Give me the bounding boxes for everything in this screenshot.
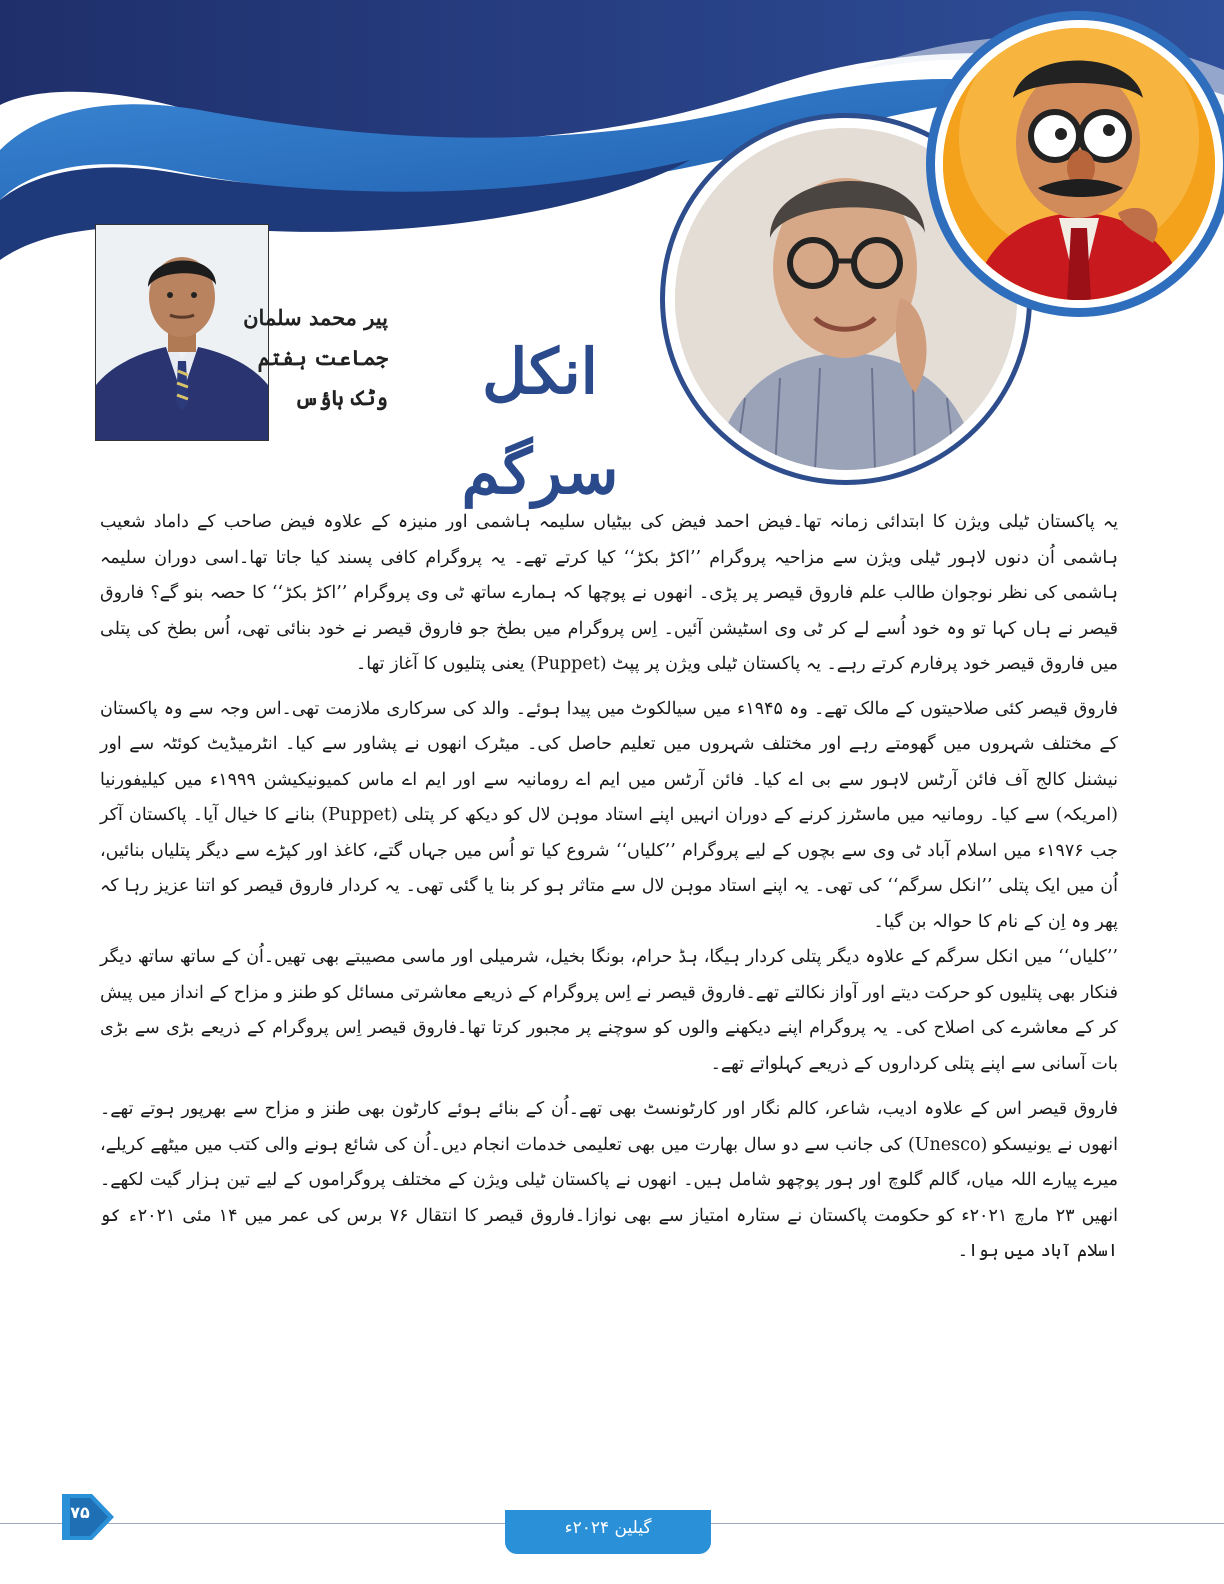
article-paragraph: یہ پاکستان ٹیلی ویژن کا ابتدائی زمانہ تھا۔فیض احمد فیض کی بیٹیاں سلیمہ ہاشمی اور منیزہ کے علاوہ فیض صاحب کے داماد شعیب ہاشمی اُن دنوں لاہور ٹیلی ویژن سے مزاحیہ پروگرام ’’اکڑ بکڑ‘‘ کیا کرتے تھے۔ یہ پروگرام کافی پسند کیا جاتا تھا۔اسی دوران سلیمہ ہاشمی کی نظر نوجوان طالب علم فاروق قیصر پر پڑی۔ انھوں نے پوچھا کہ ہمارے ساتھ ٹی وی پروگرام ’’اکڑ بکڑ‘‘ کا حصہ بنو گے؟ فاروق قیصر نے ہاں کہا تو وہ خود اُسے لے کر ٹی وی اسٹیشن آئیں۔ اِس پروگرام میں بطخ جو فاروق قیصر نے خود بنائی تھی، اُس بطخ کی پتلی میں فاروق قیصر خود پرفارم کرتے رہے۔ یہ پاکستان ٹیلی ویژن پر پپٹ (Puppet) یعنی پتلیوں کا آغاز تھا۔ (100, 512, 1118, 674)
author-byline (243, 298, 388, 418)
article-paragraph: فاروق قیصر کئی صلاحیتوں کے مالک تھے۔ وہ ۱۹۴۵ء میں سیالکوٹ میں پیدا ہوئے۔ والد کی سرکاری ملازمت تھی۔اس وجہ سے وہ پاکستان کے مختلف شہروں میں گھومتے رہے اور مختلف شہروں میں تعلیم حاصل کی۔ میٹرک انھوں نے پشاور سے کیا۔ انٹرمیڈیٹ کوئٹہ سے اور نیشنل کالج آف فائن آرٹس لاہور سے بی اے کیا۔ فائن آرٹس میں ایم اے رومانیہ سے اور ایم اے ماس کمیونیکیشن ۱۹۹۹ء میں کیلیفورنیا (امریکہ) سے کیا۔ رومانیہ میں ماسٹرز کرنے کے دوران انہیں اپنے استاد موہن لال کو دیکھ کر پتلی (Puppet) بنانے کا خیال آیا۔ پاکستان آکر جب ۱۹۷۶ء میں اسلام آباد ٹی وی سے بچوں کے لیے پروگرام ’’کلیاں‘‘ شروع کیا تو اُس میں جہاں گتے، کاغذ اور کپڑے سے دیگر پتلیاں بنائیں، اُن میں ایک پتلی ’’انکل سرگم‘‘ کی تھی۔ یہ اپنے استاد موہن لال سے متاثر ہو کر بنا یا گئی تھی۔ یہ کردار فاروق قیصر کو اتنا عزیز رہا کہ پھر وہ اِن کے نام کا حوالہ بن گیا۔ (100, 698, 1118, 932)
magazine-footer-label: گیلین ۲۰۲۴ء (505, 1510, 711, 1554)
author-class: جماعت ہفتم (257, 345, 388, 370)
article-paragraph: ’’کلیاں‘‘ میں انکل سرگم کے علاوہ دیگر پتلی کردار ہیگا، ہڈ حرام، بونگا بخیل، شرمیلی اور ماسی مصیبتے بھی تھیں۔اُن کے ساتھ ساتھ دیگر فنکار بھی پتلیوں کو حرکت دیتے اور آواز نکالتے تھے۔فاروق قیصر نے اِس پروگرام کے ذریعے معاشرتی مسائل کو طنز و مزاح کے انداز میں پیش کر کے معاشرے کی اصلاح کی۔ یہ پروگرام اپنے دیکھنے والوں کو سوچنے پر مجبور کرتا تھا۔فاروق قیصر اِس پروگرام کے ذریعے بڑی سے بڑی بات آسانی سے اپنے پتلی کرداروں کے ذریعے کہلواتے تھے۔ (100, 947, 1118, 1074)
author-house: وٹک ہاؤس (294, 385, 388, 410)
article-paragraph: فاروق قیصر اس کے علاوہ ادیب، شاعر، کالم نگار اور کارٹونسٹ بھی تھے۔اُن کے بنائے ہوئے کارٹون بھی طنز و مزاح سے بھرپور ہوتے تھے۔ انھوں نے یونیسکو (Unesco) کی جانب سے دو سال بھارت میں بھی تعلیمی خدمات انجام دیں۔اُن کی شائع ہونے والی کتب میں میٹھے کریلے، میرے پیارے اللہ میاں، گالم گلوچ اور ہور پوچھو شامل ہیں۔ انھوں نے پاکستان ٹیلی ویژن کے مختلف پروگراموں کے لیے تین ہزار گیت لکھے۔ انھیں ۲۳ مارچ ۲۰۲۱ء کو حکومت پاکستان نے ستارہ امتیاز سے بھی نوازا۔فاروق قیصر کا انتقال ۷۶ برس کی عمر میں ۱۴ مئی ۲۰۲۱ء کو اسلام آباد میں ہوا۔ (100, 1099, 1118, 1261)
article-title: انکل سرگم (461, 335, 619, 508)
author-name: پیر محمد سلمان (243, 305, 388, 330)
uncle-sargam-puppet-illustration (935, 20, 1223, 308)
article-body (100, 505, 1118, 1270)
page-number: ۷۵ (70, 1503, 90, 1522)
